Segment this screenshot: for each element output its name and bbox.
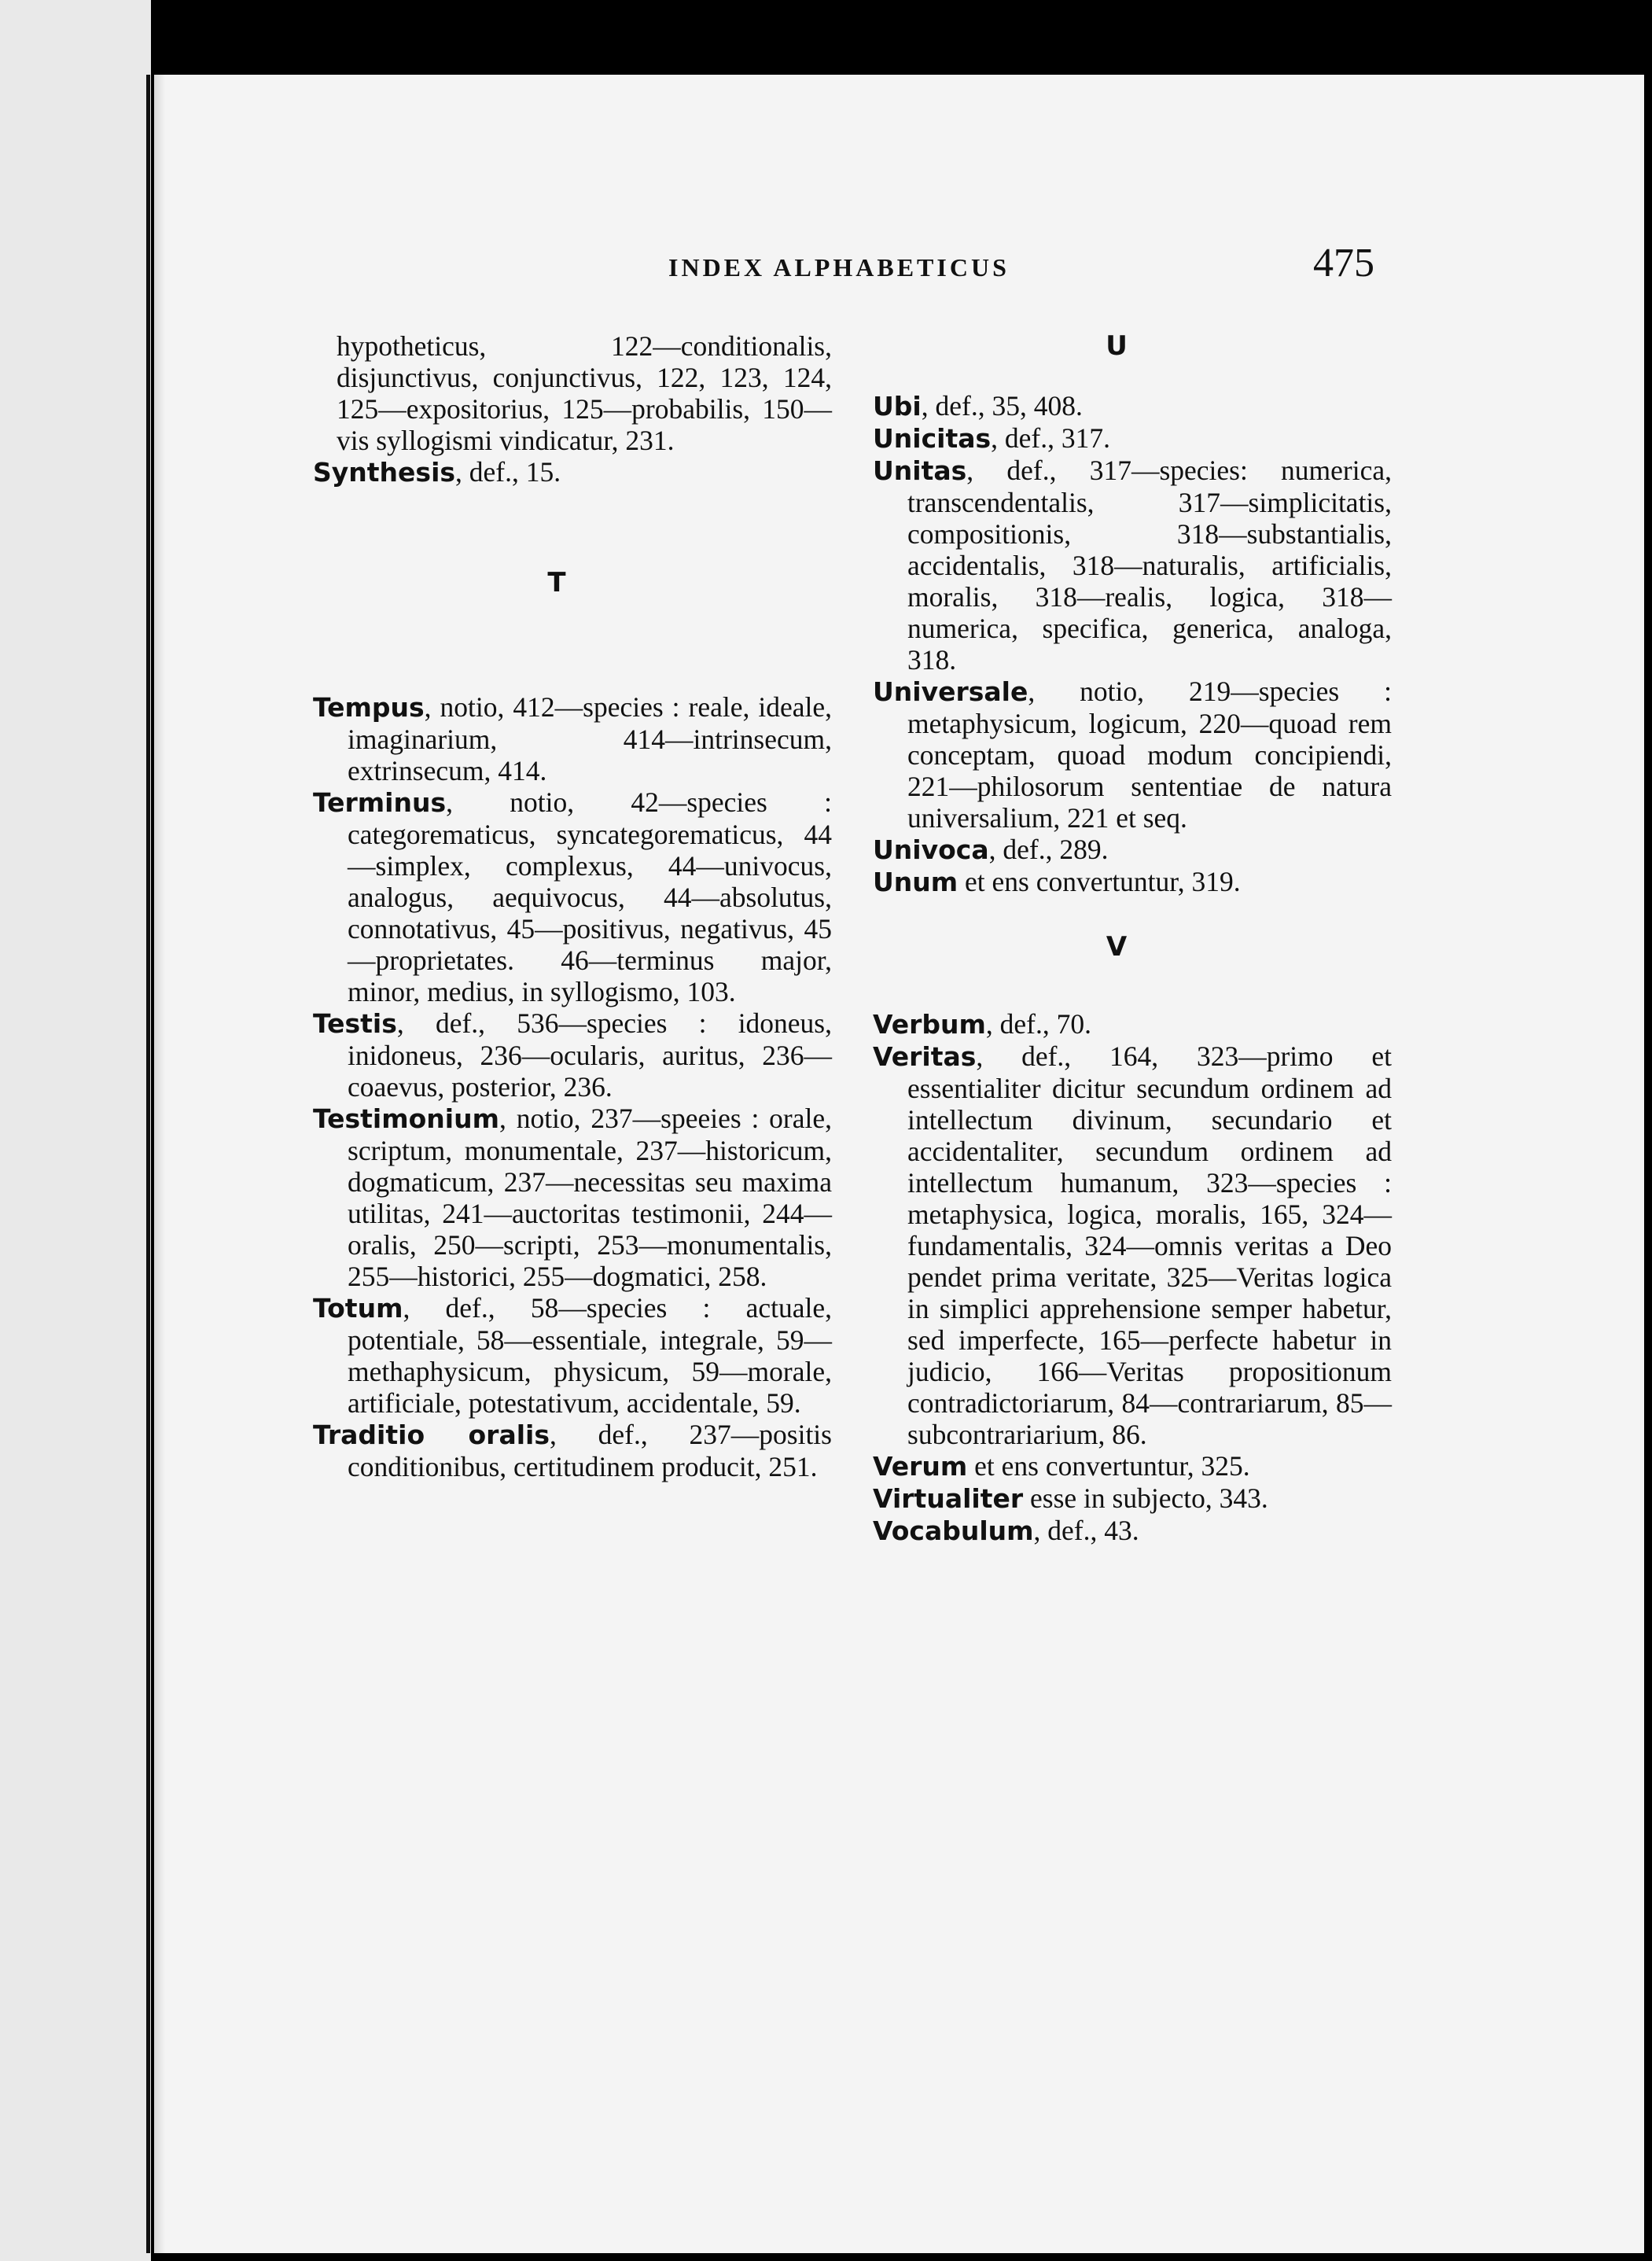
entry-text: , def., 237—positis conditionibus, certitudinem producit, 251. xyxy=(348,1419,832,1482)
entry-headword: Testis xyxy=(313,1008,397,1039)
entry-headword: Synthesis xyxy=(313,457,456,488)
running-head: INDEX ALPHABETICUS xyxy=(668,253,1010,282)
continued-entry-text: hypotheticus, 122—conditionalis, disjunctivus, conjunctivus, 122, 123, 124, 125—expositorius, 125—probabilis, 150—vis syllogismi vindicatur, 231. xyxy=(337,330,832,456)
entry-headword: Verum xyxy=(873,1451,968,1482)
entry-headword: Unum xyxy=(873,867,958,897)
entry-headword: Unitas xyxy=(873,455,967,486)
entry-text: , notio, 219—species : metaphysicum, logicum, 220—quoad rem conceptam, quoad modum concipiendi, 221—philosorum sententiae de natura universalium, 221 et seq. xyxy=(907,676,1392,834)
entry-headword: Veritas xyxy=(873,1041,977,1072)
entry-text: , def., 164, 323—primo et essentialiter dicitur secundum ordinem ad intellectum divinum, secundario et accidentaliter, secundum ordinem ad intellectum humanum, 323—species : metaphysica, logica, moralis, 165, 324—fundamentalis, 324—omnis veritas a Deo pendet prima veritate, 325—Veritas logica in simplici apprehensione semper habetur, sed imperfecte, 165—perfecte habetur in judicio, 166—Veritas propositionum contradictoriarum, 84—contrariarum, 85—subcontrariarium, 86. xyxy=(907,1040,1392,1450)
entry-headword: Terminus xyxy=(313,787,447,818)
entry-text: , def., 70. xyxy=(985,1008,1091,1040)
index-entry xyxy=(873,1482,1392,1515)
gutter-shadow xyxy=(154,75,165,2253)
entry-text: , def., 317—species: numerica, transcendentalis, 317—simplicitatis, compositionis, 318—substantialis, accidentalis, 318—naturalis, artificialis, moralis, 318—realis, logica, 318—numerica, specifica, generica, analoga, 318. xyxy=(907,455,1392,676)
index-entry xyxy=(873,390,1392,422)
index-entry xyxy=(313,1419,832,1482)
entry-text: , def., 58—species : actuale, potentiale, 58—essentiale, integrale, 59—methaphysicum, physicum, 59—morale, artificiale, potestativum, accidentale, 59. xyxy=(348,1292,832,1419)
entry-text: et ens convertuntur, 325. xyxy=(967,1450,1250,1482)
section-letter-u: U xyxy=(1106,330,1128,362)
index-entry xyxy=(873,834,1392,866)
entry-headword: Univoca xyxy=(873,834,989,865)
entry-text: esse in subjecto, 343. xyxy=(1023,1482,1268,1514)
entry-text: , def., 15. xyxy=(455,456,561,488)
entry-text: , notio, 42—species : categorematicus, syncategorematicus, 44—simplex, complexus, 44—univocus, analogus, aequivocus, 44—absolutus, connotativus, 45—positivus, negativus, 45—proprietates. 46—terminus major, minor, medius, in syllogismo, 103. xyxy=(348,786,832,1007)
entry-headword: Totum xyxy=(313,1293,403,1324)
entry-headword: Unicitas xyxy=(873,423,992,454)
entry-headword: Vocabulum xyxy=(873,1515,1034,1546)
entry-headword: Universale xyxy=(873,676,1028,707)
index-entry xyxy=(313,456,832,488)
entry-headword: Tempus xyxy=(313,692,425,723)
entry-text: , notio, 412—species : reale, ideale, imaginarium, 414—intrinsecum, extrinsecum, 414. xyxy=(348,691,832,786)
index-entry xyxy=(873,455,1392,676)
index-entry xyxy=(313,1292,832,1419)
index-entry xyxy=(313,1103,832,1292)
entry-headword: Verbum xyxy=(873,1009,986,1040)
entry-headword: Testimonium xyxy=(313,1103,499,1134)
page-number: 475 xyxy=(1313,241,1374,285)
entry-headword: Traditio oralis xyxy=(313,1420,550,1450)
entry-text: , def., 289. xyxy=(988,834,1109,865)
index-entry xyxy=(873,1515,1392,1547)
index-entry xyxy=(313,691,832,786)
left-column xyxy=(313,330,832,1482)
index-entry xyxy=(313,1007,832,1103)
entry-headword: Virtualiter xyxy=(873,1483,1024,1514)
entry-text: , def., 43. xyxy=(1033,1515,1139,1546)
page-gutter-line xyxy=(146,75,150,2253)
entry-text: , def., 317. xyxy=(991,422,1111,454)
index-entry xyxy=(873,1008,1392,1040)
facing-page-edge xyxy=(0,0,151,2261)
entry-headword: Ubi xyxy=(873,391,922,422)
index-entry xyxy=(873,1450,1392,1482)
section-letter-t: T xyxy=(547,567,566,598)
index-entry xyxy=(313,786,832,1007)
right-column xyxy=(873,330,1392,1547)
entry-text: , def., 536—species : idoneus, inidoneus, 236—ocularis, auritus, 236—coaevus, posterior, 236. xyxy=(348,1007,832,1103)
index-entry xyxy=(873,676,1392,834)
entry-text: , notio, 237—speeies : orale, scriptum, monumentale, 237—historicum, dogmaticum, 237—necessitas seu maxima utilitas, 241—auctoritas testimonii, 244—oralis, 250—scripti, 253—monumentalis, 255—historici, 255—dogmatici, 258. xyxy=(348,1103,832,1292)
entry-text: , def., 35, 408. xyxy=(921,390,1083,422)
section-letter-v: V xyxy=(1106,931,1128,963)
index-entry xyxy=(873,422,1392,455)
index-entry xyxy=(873,866,1392,898)
entry-text: et ens convertuntur, 319. xyxy=(958,866,1241,897)
index-entry xyxy=(873,1040,1392,1450)
